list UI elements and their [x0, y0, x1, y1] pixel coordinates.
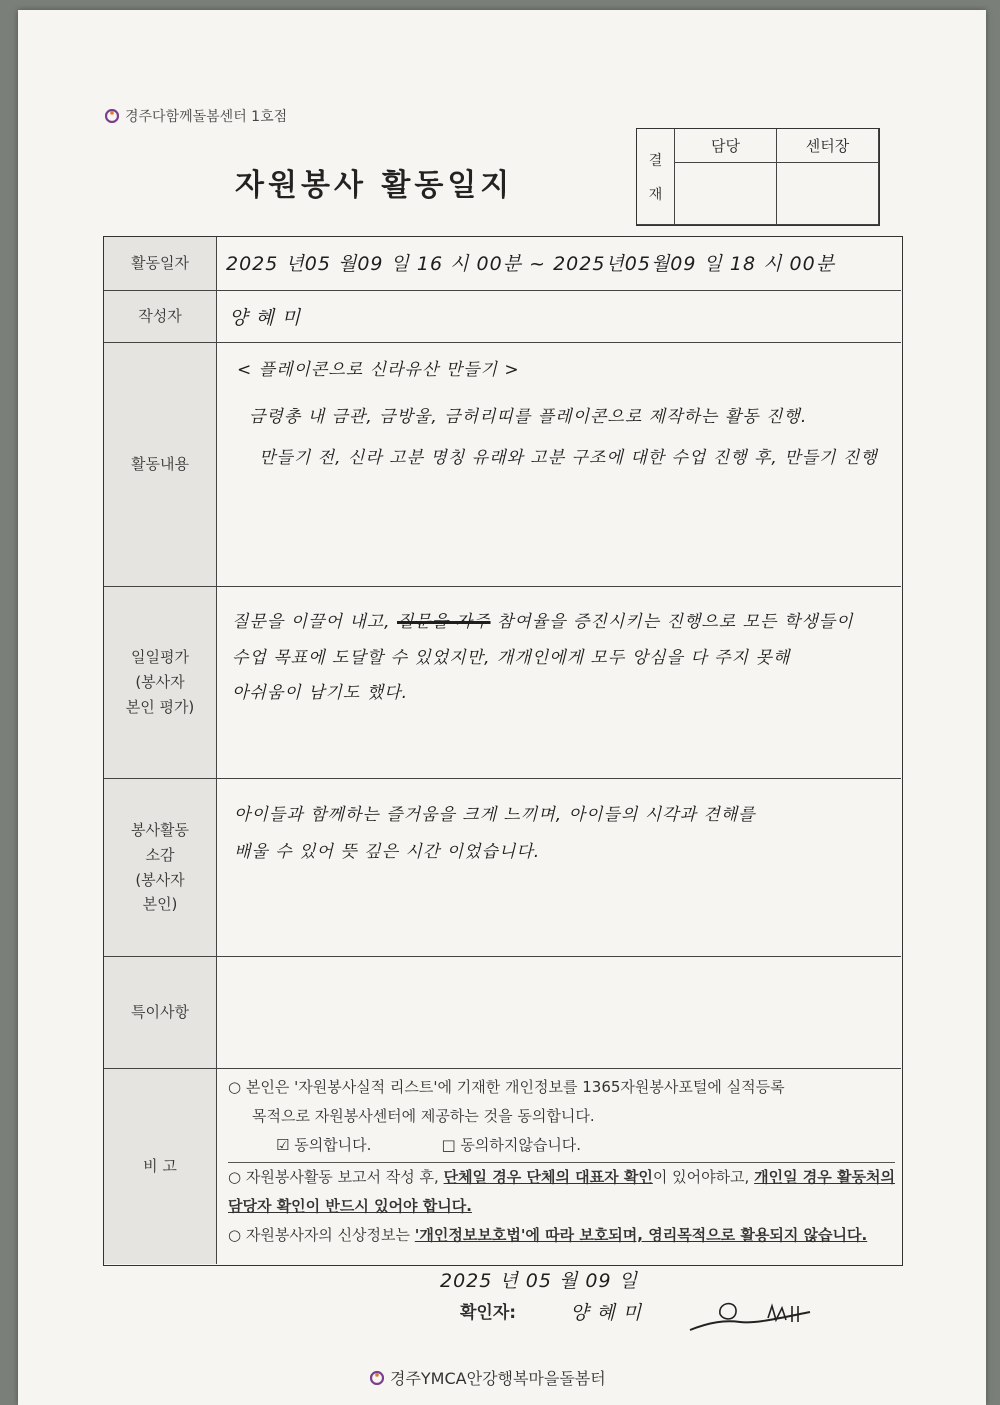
disagree-checkbox[interactable]: □ 동의하지않습니다. — [441, 1136, 582, 1154]
approval-sign-director — [777, 163, 879, 225]
agree-checkbox[interactable]: ☑ 동의합니다. — [276, 1136, 372, 1154]
content-line: 금령총 내 금관, 금방울, 금허리띠를 플레이콘으로 제작하는 활동 진행. — [249, 407, 808, 428]
remarks-label: 비 고 — [104, 1069, 217, 1264]
special-label: 특이사항 — [104, 957, 217, 1068]
date-label: 활동일자 — [104, 237, 217, 290]
confirmer-name: 양 혜 미 — [570, 1302, 643, 1324]
struck-text: 질문을 자주 — [397, 612, 491, 632]
content-line: 만들기 전, 신라 고분 명칭 유래와 고분 구조에 대한 수업 진행 후, 만들기 진행 — [259, 448, 878, 469]
confirmer-label: 확인자: — [460, 1303, 517, 1323]
evaluation-line: 아쉬움이 남기도 했다. — [232, 683, 409, 704]
signature-date: 2025 년 05 월 09 일 — [440, 1270, 638, 1292]
org-logo-icon — [105, 109, 119, 123]
remarks-row — [104, 1069, 901, 1264]
author-value: 양 혜 미 — [229, 307, 302, 329]
document-title: 자원봉사 활동일지 — [235, 168, 514, 203]
evaluation-line: 수업 목표에 도달할 수 있었지만, 개개인에게 모두 앙심을 다 주지 못해 — [232, 647, 791, 668]
content-line: < 플레이콘으로 신라유산 만들기 > — [237, 360, 520, 380]
approval-header-director: 센터장 — [777, 129, 879, 163]
approval-box — [636, 128, 880, 226]
content-row — [104, 343, 901, 587]
author-row — [104, 291, 901, 343]
reflection-line: 아이들과 함께하는 즐거움을 크게 느끼며, 아이들의 시각과 견해를 — [234, 805, 756, 825]
note-privacy: ○ 자원봉사자의 신상정보는 '개인정보보호법'에 따라 보호되며, 영리목적으로 활용되지 않습니다. — [228, 1226, 868, 1244]
org-footer — [370, 1366, 606, 1389]
approval-sign-manager — [675, 163, 777, 225]
evaluation-row — [104, 587, 901, 779]
note-confirmation: ○ 자원봉사활동 보고서 작성 후, 단체일 경우 단체의 대표자 확인이 있어야하고, 개인일 경우 활동처의 담당자 확인이 반드시 있어야 합니다. — [228, 1168, 895, 1215]
content-label: 활동내용 — [104, 343, 217, 586]
approval-header-manager: 담당 — [675, 129, 777, 163]
org-logo-icon — [370, 1371, 384, 1385]
date-value: 2025 년05 월09 일 16 시 00분 ~ 2025년05월09 일 18 시 00분 — [226, 253, 836, 275]
consent-text: ○ 본인은 '자원봉사실적 리스트'에 기재한 개인정보를 1365자원봉사포털에 실적등록 — [228, 1078, 785, 1096]
activity-log-form — [103, 236, 903, 1266]
author-label: 작성자 — [104, 291, 217, 342]
content-value — [229, 357, 887, 473]
remarks-value — [228, 1073, 895, 1250]
reflection-label: 봉사활동 소감 (봉사자 본인) — [104, 779, 217, 956]
evaluation-label: 일일평가 (봉사자 본인 평가) — [104, 587, 217, 778]
handwritten-signature — [680, 1292, 820, 1342]
special-row — [104, 957, 901, 1069]
consent-text: 목적으로 자원봉사센터에 제공하는 것을 동의합니다. — [252, 1107, 595, 1125]
reflection-value — [234, 797, 887, 872]
evaluation-line: 참여율을 증진시키는 진행으로 모든 학생들이 — [496, 612, 854, 632]
org-name-bottom: 경주YMCA안강행복마을돌봄터 — [390, 1369, 606, 1388]
reflection-line: 배울 수 있어 뜻 깊은 시간 이었습니다. — [234, 842, 541, 863]
consent-options — [228, 1131, 895, 1160]
org-name-top: 경주다함께돌봄센터 1호점 — [125, 109, 288, 125]
approval-label: 결 재 — [637, 129, 675, 225]
reflection-row — [104, 779, 901, 957]
date-row — [104, 237, 901, 291]
org-header — [105, 106, 287, 126]
evaluation-line: 질문을 이끌어 내고, — [232, 612, 391, 632]
evaluation-value — [232, 605, 887, 712]
